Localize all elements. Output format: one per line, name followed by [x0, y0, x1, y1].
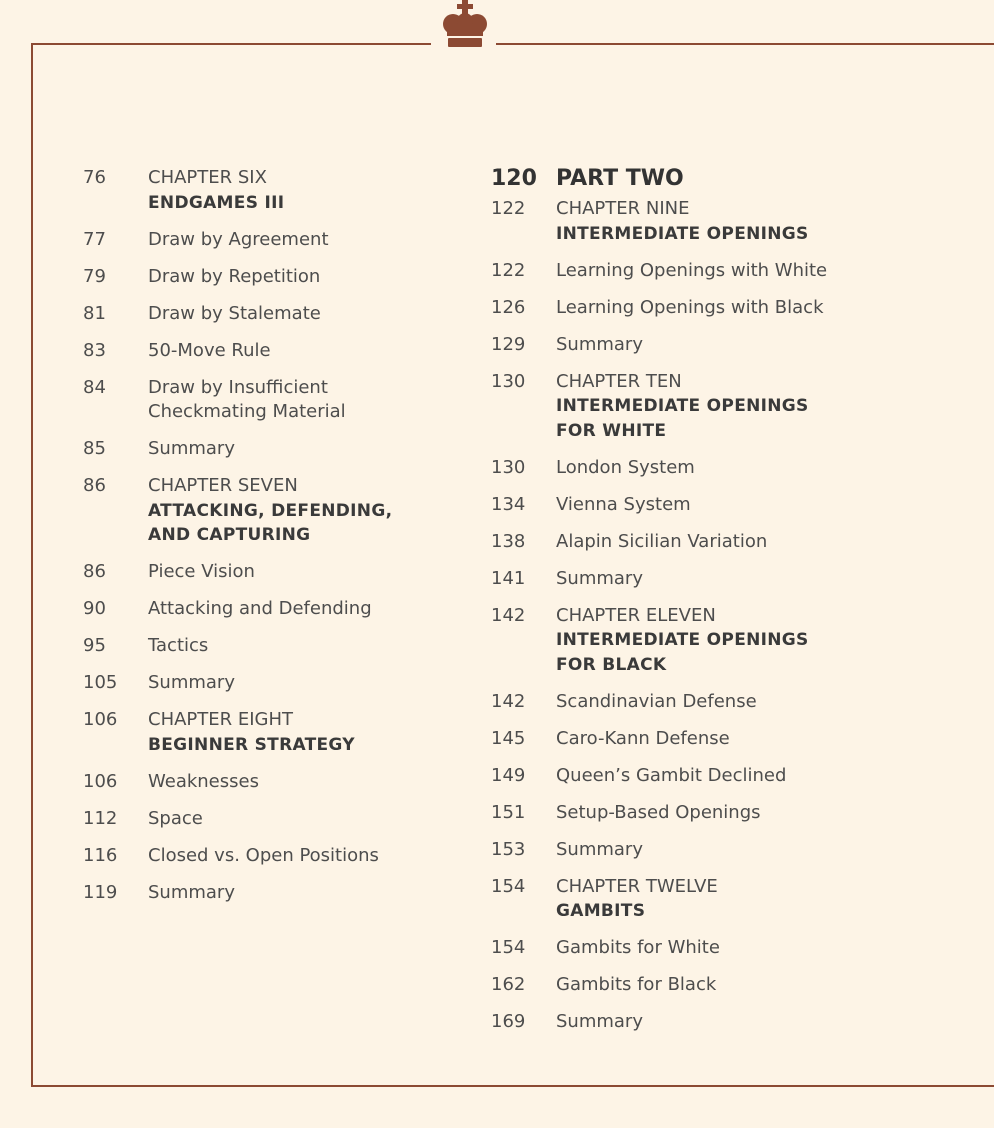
page-number: 77 — [83, 228, 106, 250]
frame-top-left-line — [31, 43, 431, 45]
chapter-title-line2: FOR WHITE — [556, 420, 667, 441]
chapter-label: CHAPTER EIGHT — [148, 709, 294, 730]
entry-title: Summary — [148, 438, 235, 459]
entry-title: Piece Vision — [148, 561, 255, 582]
page-number: 105 — [83, 672, 118, 693]
entry-title: Scandinavian Defense — [556, 690, 757, 712]
page-number: 106 — [83, 709, 118, 730]
entry-title: Summary — [556, 333, 643, 355]
page-number: 90 — [83, 598, 106, 619]
entry-title: Summary — [148, 672, 235, 693]
toc-entry[interactable] — [83, 560, 473, 585]
toc-entry[interactable] — [491, 1010, 981, 1035]
toc-chapter-entry[interactable] — [491, 370, 981, 444]
entry-title: London System — [556, 456, 695, 478]
toc-entry[interactable] — [83, 228, 473, 253]
page-number: 86 — [83, 561, 106, 582]
page-number: 142 — [491, 604, 526, 626]
chapter-title-line1: ATTACKING, DEFENDING, — [148, 500, 393, 521]
toc-entry[interactable] — [491, 973, 981, 998]
toc-chapter-entry[interactable] — [83, 708, 473, 757]
king-crown-icon — [438, 0, 492, 50]
chapter-title-line2: FOR BLACK — [556, 654, 667, 675]
toc-entry[interactable] — [83, 597, 473, 622]
page-number: 130 — [491, 370, 526, 392]
entry-title: Vienna System — [556, 493, 691, 515]
entry-title: Draw by Agreement — [148, 228, 329, 250]
page-number: 84 — [83, 376, 106, 398]
entry-title: 50-Move Rule — [148, 339, 271, 361]
part-title: PART TWO — [556, 166, 684, 191]
toc-entry[interactable] — [83, 437, 473, 462]
entry-title: Space — [148, 807, 203, 829]
page-number: 122 — [491, 259, 526, 281]
toc-chapter-entry[interactable] — [491, 875, 981, 924]
toc-chapter-entry[interactable] — [491, 197, 981, 246]
entry-title: Summary — [556, 1011, 643, 1032]
entry-title: Attacking and Defending — [148, 598, 372, 619]
frame-top-right-line — [496, 43, 994, 45]
page-number: 95 — [83, 635, 106, 656]
chapter-title: BEGINNER STRATEGY — [148, 734, 355, 755]
toc-entry[interactable] — [83, 302, 473, 327]
chapter-title: INTERMEDIATE OPENINGS — [556, 223, 809, 244]
entry-title: Alapin Sicilian Variation — [556, 530, 768, 552]
chapter-label: CHAPTER TWELVE — [556, 875, 718, 897]
entry-title: Learning Openings with Black — [556, 296, 824, 318]
entry-title: Summary — [148, 881, 235, 903]
toc-part-heading[interactable] — [491, 166, 981, 192]
toc-entry[interactable] — [83, 807, 473, 832]
entry-title: Closed vs. Open Positions — [148, 844, 379, 866]
page-number: 162 — [491, 974, 526, 995]
toc-entry[interactable] — [83, 770, 473, 795]
entry-title: Gambits for White — [556, 937, 720, 958]
toc-entry[interactable] — [491, 333, 981, 358]
entry-title-line1: Draw by Insufficient — [148, 376, 328, 398]
page-number: 138 — [491, 530, 526, 552]
toc-entry[interactable] — [83, 881, 473, 906]
page-number: 83 — [83, 339, 106, 361]
entry-title: Tactics — [148, 635, 209, 656]
page-number: 79 — [83, 265, 106, 287]
toc-entry[interactable] — [83, 634, 473, 659]
page-number: 151 — [491, 801, 526, 823]
entry-title: Summary — [556, 567, 643, 589]
toc-chapter-entry[interactable] — [491, 604, 981, 678]
toc-entry[interactable] — [491, 530, 981, 555]
toc-left-column — [83, 166, 473, 918]
page-number: 85 — [83, 438, 106, 459]
page-number: 126 — [491, 296, 526, 318]
toc-entry[interactable] — [83, 844, 473, 869]
page-number: 86 — [83, 475, 106, 496]
toc-entry[interactable] — [491, 838, 981, 863]
entry-title: Gambits for Black — [556, 974, 717, 995]
page-number: 122 — [491, 198, 526, 219]
page-number: 169 — [491, 1011, 526, 1032]
page-number: 130 — [491, 456, 526, 478]
entry-title: Learning Openings with White — [556, 259, 828, 281]
frame-left-line — [31, 43, 33, 1087]
page-number: 129 — [491, 333, 526, 355]
toc-entry[interactable] — [491, 259, 981, 284]
toc-entry[interactable] — [491, 801, 981, 826]
chapter-label: CHAPTER ELEVEN — [556, 604, 716, 626]
entry-title: Caro-Kann Defense — [556, 727, 730, 749]
page-number: 119 — [83, 881, 118, 903]
toc-chapter-entry[interactable] — [83, 474, 473, 548]
toc-entry[interactable] — [491, 936, 981, 961]
toc-right-column — [491, 166, 981, 1047]
toc-entry[interactable] — [491, 567, 981, 592]
toc-chapter-entry[interactable] — [83, 166, 473, 215]
page-number: 112 — [83, 807, 118, 829]
toc-entry[interactable] — [491, 456, 981, 481]
chapter-title: ENDGAMES III — [148, 192, 285, 213]
page-number: 141 — [491, 567, 526, 589]
page-number: 149 — [491, 764, 526, 786]
entry-title: Weaknesses — [148, 770, 259, 792]
toc-entry[interactable] — [83, 376, 473, 425]
chapter-title-line1: INTERMEDIATE OPENINGS — [556, 630, 809, 650]
page-number: 142 — [491, 690, 526, 712]
chapter-title-line2: AND CAPTURING — [148, 525, 311, 545]
page-number: 145 — [491, 727, 526, 749]
page-number: 76 — [83, 167, 106, 188]
toc-entry[interactable] — [491, 296, 981, 321]
page-number: 81 — [83, 302, 106, 324]
entry-title: Setup-Based Openings — [556, 801, 761, 823]
toc-entry[interactable] — [491, 690, 981, 715]
page-number: 116 — [83, 844, 118, 866]
toc-entry[interactable] — [83, 671, 473, 696]
frame-bottom-line — [31, 1085, 994, 1087]
page-number: 153 — [491, 838, 526, 860]
chapter-title: GAMBITS — [556, 901, 646, 921]
page-number: 154 — [491, 875, 526, 897]
toc-entry[interactable] — [491, 727, 981, 752]
page-number: 154 — [491, 937, 526, 958]
toc-entry[interactable] — [83, 265, 473, 290]
page-number: 120 — [491, 166, 537, 191]
entry-title-line2: Checkmating Material — [148, 401, 346, 422]
chapter-title-line1: INTERMEDIATE OPENINGS — [556, 396, 809, 416]
page-number: 106 — [83, 770, 118, 792]
toc-entry[interactable] — [491, 493, 981, 518]
chapter-label: CHAPTER SIX — [148, 167, 267, 188]
page-number: 134 — [491, 493, 526, 515]
toc-entry[interactable] — [83, 339, 473, 364]
entry-title: Summary — [556, 838, 643, 860]
entry-title: Queen’s Gambit Declined — [556, 764, 787, 786]
chapter-label: CHAPTER NINE — [556, 198, 690, 219]
chapter-label: CHAPTER TEN — [556, 370, 682, 392]
chapter-label: CHAPTER SEVEN — [148, 475, 298, 496]
toc-entry[interactable] — [491, 764, 981, 789]
entry-title: Draw by Repetition — [148, 265, 321, 287]
entry-title: Draw by Stalemate — [148, 302, 321, 324]
